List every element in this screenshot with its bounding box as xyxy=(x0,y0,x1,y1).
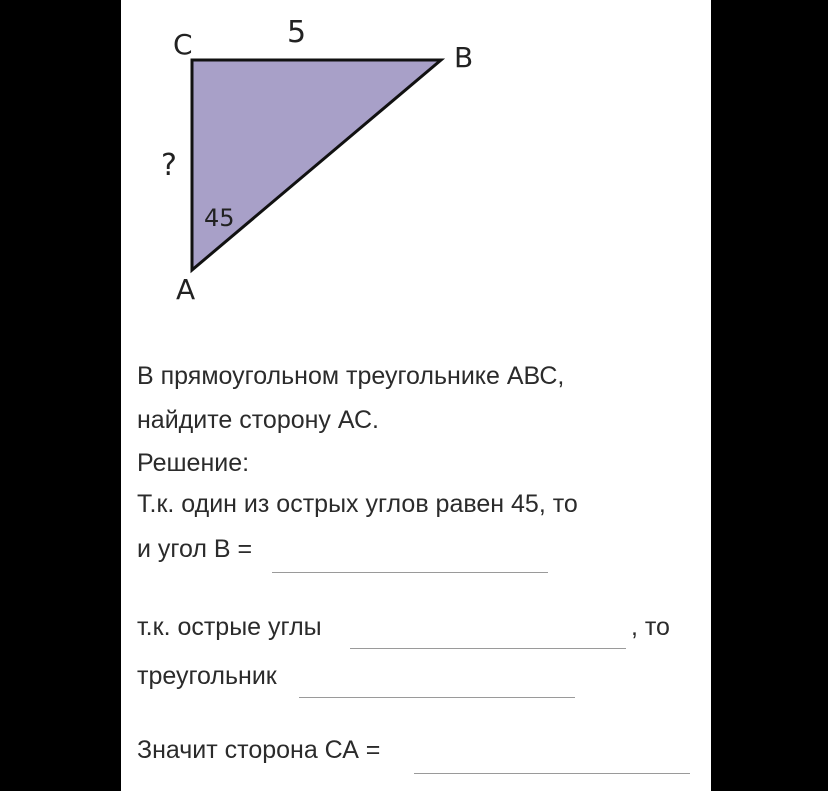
acute-angles-answer-blank[interactable] xyxy=(350,648,626,649)
vertex-a-label: A xyxy=(176,273,196,306)
worksheet xyxy=(121,0,711,791)
side-ca-answer-blank[interactable] xyxy=(414,773,690,774)
solution-line-6: треугольник xyxy=(137,662,277,690)
solution-label: Решение: xyxy=(137,449,250,477)
solution-line-3: Т.к. один из острых углов равен 45, то xyxy=(137,490,578,518)
triangle-type-answer-blank[interactable] xyxy=(299,697,575,698)
solution-line-5-end: , то xyxy=(631,613,670,641)
triangle-abc xyxy=(192,60,441,270)
triangle-figure xyxy=(121,0,711,320)
problem-line-2: найдите сторону АС. xyxy=(137,406,380,434)
angle-b-answer-blank[interactable] xyxy=(272,572,548,573)
vertex-b-label: B xyxy=(454,41,474,74)
solution-line-5-start: т.к. острые углы xyxy=(137,613,322,641)
side-cb-length: 5 xyxy=(287,15,307,50)
angle-a-value: 45 xyxy=(204,204,235,232)
solution-line-7: Значит сторона СА = xyxy=(137,736,381,764)
triangle-diagram xyxy=(121,0,711,320)
solution-line-4: и угол В = xyxy=(137,535,253,563)
side-ca-unknown: ? xyxy=(161,148,177,183)
vertex-c-label: C xyxy=(173,28,193,61)
problem-line-1: В прямоугольном треугольнике АВС, xyxy=(137,362,565,390)
